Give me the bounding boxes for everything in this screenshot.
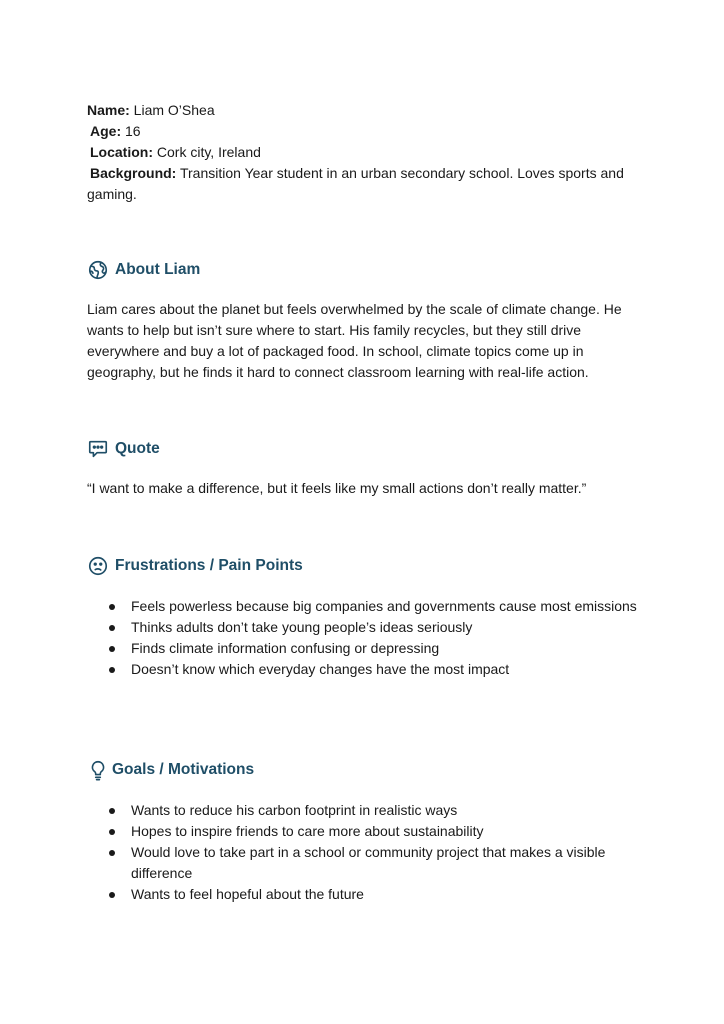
- location-label: Location:: [90, 144, 153, 160]
- location-value: Cork city, Ireland: [153, 144, 261, 160]
- list-item: Hopes to inspire friends to care more about sustainability: [87, 821, 639, 842]
- goals-section: [87, 759, 639, 905]
- lightbulb-icon: [87, 759, 109, 781]
- profile-background: [87, 163, 639, 205]
- background-label: Background:: [90, 165, 177, 181]
- goals-heading-text: Goals / Motivations: [112, 761, 255, 778]
- profile-name: [87, 100, 639, 121]
- confused-face-icon: [87, 555, 109, 577]
- name-label: Name:: [87, 102, 130, 118]
- list-item: Finds climate information confusing or depressing: [87, 638, 639, 659]
- earth-icon: [87, 259, 109, 281]
- about-section: [87, 259, 639, 383]
- speech-bubble-icon: [87, 438, 109, 460]
- about-text: Liam cares about the planet but feels overwhelmed by the scale of climate change. He wants to help but isn’t sure where to start. His family recycles, but they still drive everywhere and buy a lot of packaged food. In school, climate topics come up in geography, but he finds it hard to connect classroom learning with real-life action.: [87, 301, 622, 380]
- quote-heading: [87, 438, 639, 460]
- list-item: Doesn’t know which everyday changes have the most impact: [87, 659, 639, 680]
- profile-location: [87, 142, 639, 163]
- frustrations-heading: [87, 555, 639, 577]
- quote-heading-text: Quote: [115, 440, 160, 457]
- about-heading: [87, 259, 639, 281]
- name-value: Liam O’Shea: [129, 102, 215, 118]
- list-item: Wants to feel hopeful about the future: [87, 884, 639, 905]
- age-value: 16: [121, 123, 141, 139]
- list-item: Feels powerless because big companies and governments cause most emissions: [87, 596, 639, 617]
- frustrations-section: [87, 555, 639, 680]
- list-item: Would love to take part in a school or community project that makes a visible difference: [87, 842, 639, 884]
- quote-section: [87, 438, 639, 499]
- background-value: Transition Year student in an urban secondary school. Loves sports and gaming.: [87, 165, 624, 202]
- about-heading-text: About Liam: [115, 261, 201, 278]
- age-label: Age:: [90, 123, 122, 139]
- quote-text: “I want to make a difference, but it feels like my small actions don’t really matter.”: [87, 480, 587, 496]
- list-item: Thinks adults don’t take young people’s ideas seriously: [87, 617, 639, 638]
- frustrations-list: [87, 596, 639, 680]
- goals-heading: [87, 759, 639, 781]
- profile-block: [87, 100, 639, 205]
- list-item: Wants to reduce his carbon footprint in realistic ways: [87, 800, 639, 821]
- profile-age: [87, 121, 639, 142]
- frustrations-heading-text: Frustrations / Pain Points: [115, 557, 303, 574]
- goals-list: [87, 800, 639, 905]
